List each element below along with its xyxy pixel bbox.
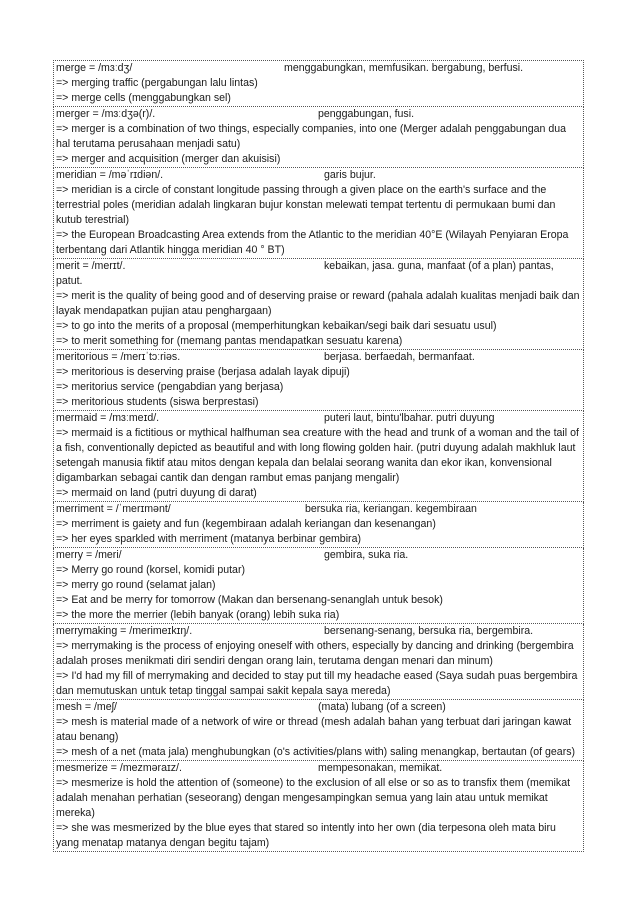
dictionary-entry [53, 624, 584, 700]
entry-word: merger = /mɜːdʒə(r)/. [56, 108, 156, 120]
entry-headline [56, 700, 581, 715]
entry-word: merrymaking = /merimeɪkɪŋ/. [56, 625, 193, 637]
example-line: => to merit something for (memang pantas mendapatkan sesuatu karena) [56, 335, 403, 347]
example-line: => merger and acquisition (merger dan akuisisi) [56, 153, 281, 165]
dictionary-entry [53, 350, 584, 411]
example-line: => meridian is a circle of constant longitude passing through a given place on the earth's surface and the terrestrial poles (meridian adalah lingkaran bujur konstan melewati tempat tertentu di permukaan bumi dan kutub terestrial) [56, 184, 556, 226]
entry-headline [56, 548, 581, 563]
entry-word: meridian = /məˈrɪdiən/. [56, 169, 164, 181]
entry-headline [56, 411, 581, 426]
entry-translation: bersuka ria, keriangan. kegembiraan [305, 503, 477, 515]
entry-translation: gembira, suka ria. [324, 549, 409, 561]
example-line: => mesh of a net (mata jala) menghubungkan (o's activities/plans with) saling menangkap, bertautan (of gears) [56, 746, 576, 758]
entry-word: merry = /meri/ [56, 549, 122, 561]
entry-word: mermaid = /mɜːmeɪd/. [56, 412, 160, 424]
dictionary-entry [53, 168, 584, 259]
example-line: => meritorius service (pengabdian yang berjasa) [56, 381, 284, 393]
example-line: => her eyes sparkled with merriment (matanya berbinar gembira) [56, 533, 361, 545]
example-line: => merger is a combination of two things, especially companies, into one (Merger adalah penggabungan dua hal terutama perusahaan menjadi satu) [56, 123, 566, 150]
example-line: => mesh is material made of a network of wire or thread (mesh adalah bahan yang terbuat dari jaringan kawat atau benang) [56, 716, 572, 743]
example-line: => the European Broadcasting Area extends from the Atlantic to the meridian 40°E (Wilayah Penyiaran Eropa terbentang dari Atlantik hingga meridian 40 ° BT) [56, 229, 569, 256]
entry-headline [56, 350, 581, 365]
example-line: => meritorious students (siswa berprestasi) [56, 396, 259, 408]
entry-headline [56, 502, 581, 517]
entry-word: merriment = /ˈmerɪmənt/ [56, 503, 171, 515]
dictionary-entry [53, 259, 584, 350]
entry-headline [56, 107, 581, 122]
entry-headline [56, 624, 581, 639]
entry-headline [56, 61, 581, 76]
entry-translation: mempesonakan, memikat. [318, 762, 443, 774]
entry-translation: bersenang-senang, bersuka ria, bergembira. [324, 625, 534, 637]
example-line: => she was mesmerized by the blue eyes that stared so intently into her own (dia terpesona oleh mata biru yang menatap matanya dengan begitu tajam) [56, 822, 556, 849]
dictionary-entry [53, 502, 584, 548]
example-line: => I'd had my fill of merrymaking and decided to stay put till my headache eased (Saya sudah puas bergembira dan memutuskan untuk tetap tinggal sampai sakit kepala saya mereda) [56, 670, 578, 697]
example-line: => mermaid on land (putri duyung di darat) [56, 487, 257, 499]
example-line: => merit is the quality of being good and of deserving praise or reward (pahala adalah kualitas menjadi baik dan layak mendapatkan pujian atau penghargaan) [56, 290, 580, 317]
example-line: => mermaid is a fictitious or mythical halfhuman sea creature with the head and trunk of a woman and the tail of a fish, conventionally depicted as beautiful and with long flowing golden hair. (putri duyung adalah makhluk laut setengah manusia fiktif atau mitos dengan kepala dan belalai seorang wanita dan ekor ikan, konvensional digambarkan sebagai cantik dan dengan rambut emas panjang mengalir) [56, 427, 579, 484]
entry-word: mesh = /meʃ/ [56, 701, 117, 713]
example-line: => mesmerize is hold the attention of (someone) to the exclusion of all else or so as to transfix them (memikat adalah menahan perhatian (seseorang) dengan mengesampingkan semua yang lain atau untuk memikat mereka) [56, 777, 571, 819]
entry-translation: kebaikan, jasa. guna, manfaat (of a plan) pantas, [324, 260, 554, 272]
example-line: => merge cells (menggabungkan sel) [56, 92, 231, 104]
dictionary-entry [53, 548, 584, 624]
entry-translation: menggabungkan, memfusikan. bergabung, berfusi. [284, 62, 524, 74]
dictionary-entry [53, 107, 584, 168]
dictionary-entry [53, 700, 584, 761]
example-line: => merrymaking is the process of enjoying oneself with others, especially by dancing and drinking (bergembira adalah proses menikmati diri sendiri dengan orang lain, terutama dengan menari dan minum) [56, 640, 574, 667]
entry-word: meritorious = /merɪˈtɔːriəs. [56, 351, 181, 363]
dictionary-entry [53, 60, 584, 107]
example-line: => the more the merrier (lebih banyak (orang) lebih suka ria) [56, 609, 340, 621]
dictionary-page [53, 60, 584, 852]
entry-word: merit = /merɪt/. [56, 260, 126, 272]
example-line: => meritorious is deserving praise (berjasa adalah layak dipuji) [56, 366, 350, 378]
example-line: => merging traffic (pergabungan lalu lintas) [56, 77, 258, 89]
example-line: => Merry go round (korsel, komidi putar) [56, 564, 245, 576]
example-line: => merriment is gaiety and fun (kegembiraan adalah keriangan dan kesenangan) [56, 518, 436, 530]
entry-word: merge = /mɜːdʒ/ [56, 62, 133, 74]
entry-translation: berjasa. berfaedah, bermanfaat. [324, 351, 475, 363]
entry-translation: penggabungan, fusi. [318, 108, 415, 120]
dictionary-entry [53, 761, 584, 852]
entry-translation: garis bujur. [324, 169, 376, 181]
entry-headline [56, 259, 581, 274]
example-line: => to go into the merits of a proposal (memperhitungkan kebaikan/segi baik dari sesuatu usul) [56, 320, 497, 332]
entry-headline [56, 168, 581, 183]
entry-headline [56, 761, 581, 776]
example-line: => merry go round (selamat jalan) [56, 579, 216, 591]
example-line: patut. [56, 275, 83, 287]
entry-translation: (mata) lubang (of a screen) [318, 701, 446, 713]
example-line: => Eat and be merry for tomorrow (Makan dan bersenang-senanglah untuk besok) [56, 594, 443, 606]
entry-translation: puteri laut, bintu'lbahar. putri duyung [324, 412, 495, 424]
dictionary-entry [53, 411, 584, 502]
entry-word: mesmerize = /mezməraɪz/. [56, 762, 182, 774]
